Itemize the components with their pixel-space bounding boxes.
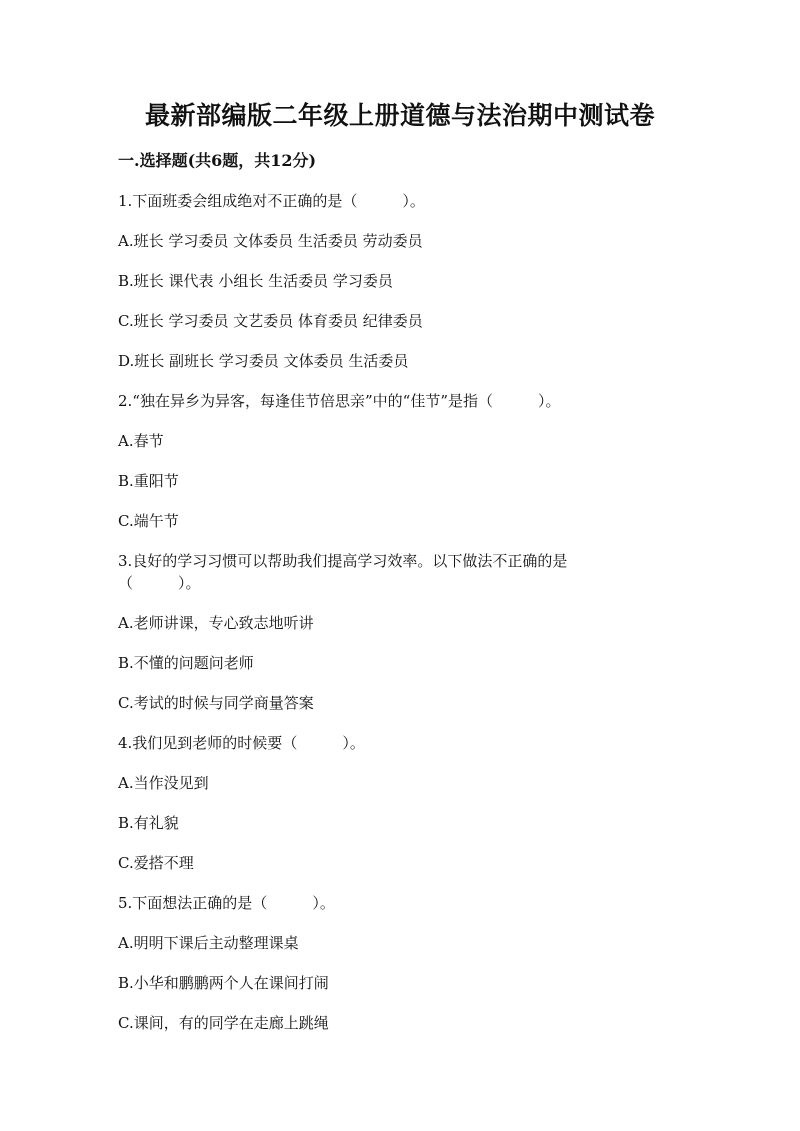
question-stem: 3.良好的学习习惯可以帮助我们提高学习效率。以下做法不正确的是（ ）。 xyxy=(118,552,568,592)
option-c: C.端午节 xyxy=(118,512,179,530)
question-list xyxy=(118,190,718,1052)
option-b: B.不懂的问题问老师 xyxy=(118,654,254,672)
page-title: 最新部编版二年级上册道德与法治期中测试卷 xyxy=(144,101,655,130)
question-5 xyxy=(118,892,718,1034)
question-stem: 5.下面想法正确的是（ ）。 xyxy=(118,894,335,912)
option-d: D.班长 副班长 学习委员 文体委员 生活委员 xyxy=(118,352,409,370)
option-b: B.班长 课代表 小组长 生活委员 学习委员 xyxy=(118,272,393,290)
option-a: A.春节 xyxy=(118,432,164,450)
option-c: C.班长 学习委员 文艺委员 体育委员 纪律委员 xyxy=(118,312,423,330)
question-3 xyxy=(118,550,718,714)
option-a: A.当作没见到 xyxy=(118,774,209,792)
option-a: A.明明下课后主动整理课桌 xyxy=(118,934,299,952)
question-stem: 2.“独在异乡为异客，每逢佳节倍思亲”中的“佳节”是指（ ）。 xyxy=(118,392,561,410)
option-a: A.老师讲课，专心致志地听讲 xyxy=(118,614,314,632)
option-b: B.有礼貌 xyxy=(118,814,179,832)
option-a: A.班长 学习委员 文体委员 生活委员 劳动委员 xyxy=(118,232,423,250)
question-4 xyxy=(118,732,718,874)
question-1 xyxy=(118,190,718,372)
option-c: C.课间，有的同学在走廊上跳绳 xyxy=(118,1014,329,1032)
section-heading: 一.选择题(共6题，共12分) xyxy=(118,151,317,170)
option-b: B.重阳节 xyxy=(118,472,179,490)
question-2 xyxy=(118,390,718,532)
option-b: B.小华和鹏鹏两个人在课间打闹 xyxy=(118,974,329,992)
option-c: C.爱搭不理 xyxy=(118,854,194,872)
question-stem: 1.下面班委会组成绝对不正确的是（ ）。 xyxy=(118,192,425,210)
option-c: C.考试的时候与同学商量答案 xyxy=(118,694,314,712)
question-stem: 4.我们见到老师的时候要（ ）。 xyxy=(118,734,365,752)
